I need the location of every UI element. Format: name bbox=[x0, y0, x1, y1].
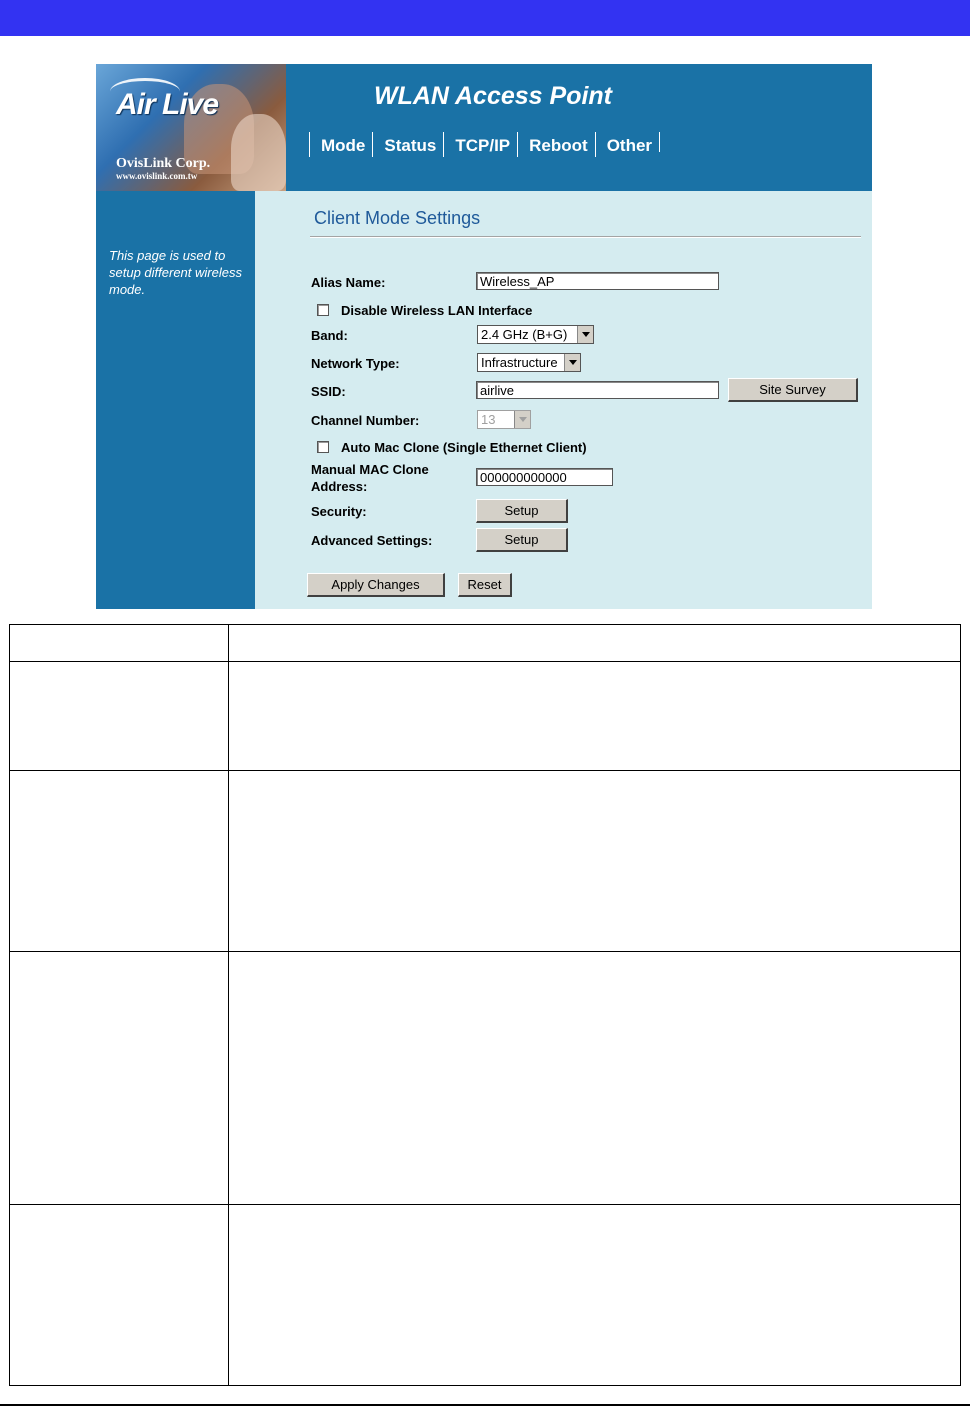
menu-mode[interactable]: Mode bbox=[309, 132, 372, 157]
table-row bbox=[10, 771, 960, 952]
site-survey-button[interactable]: Site Survey bbox=[728, 378, 858, 402]
menu-tcpip[interactable]: TCP/IP bbox=[443, 132, 517, 157]
logo-brand: Air Live bbox=[116, 88, 219, 121]
band-select[interactable] bbox=[477, 325, 594, 344]
channel-number-value: 13 bbox=[481, 412, 496, 427]
page-title: Client Mode Settings bbox=[314, 208, 481, 228]
auto-mac-clone-label: Auto Mac Clone (Single Ethernet Client) bbox=[341, 440, 587, 455]
top-color-bar bbox=[0, 0, 970, 36]
channel-number-select[interactable] bbox=[477, 410, 531, 429]
table-row bbox=[10, 625, 960, 662]
title-divider bbox=[310, 236, 861, 238]
logo-corp: OvisLink Corp. bbox=[116, 156, 211, 171]
document-table bbox=[9, 624, 961, 1386]
menu-other[interactable]: Other bbox=[595, 132, 659, 157]
reset-button[interactable]: Reset bbox=[458, 573, 512, 597]
channel-dropdown-arrow-icon[interactable] bbox=[514, 411, 530, 428]
security-setup-button[interactable]: Setup bbox=[476, 499, 568, 523]
manual-mac-input[interactable]: 000000000000 bbox=[476, 468, 613, 486]
network-type-label: Network Type: bbox=[311, 356, 400, 371]
apply-changes-button[interactable]: Apply Changes bbox=[307, 573, 445, 597]
main-menu bbox=[309, 132, 660, 158]
app-title: WLAN Access Point bbox=[374, 82, 613, 110]
alias-name-label: Alias Name: bbox=[311, 275, 386, 290]
menu-status[interactable]: Status bbox=[372, 132, 443, 157]
access-point-config-screenshot bbox=[96, 64, 872, 609]
band-dropdown-arrow-icon[interactable] bbox=[577, 326, 593, 343]
table-row bbox=[10, 1205, 960, 1385]
sidebar bbox=[96, 191, 255, 609]
airlive-logo bbox=[96, 64, 286, 191]
network-type-value: Infrastructure bbox=[481, 355, 558, 370]
disable-wlan-label: Disable Wireless LAN Interface bbox=[341, 303, 533, 318]
auto-mac-clone-checkbox[interactable] bbox=[317, 441, 329, 453]
logo-url: www.ovislink.com.tw bbox=[116, 171, 198, 181]
footer-rule bbox=[0, 1404, 970, 1406]
band-label: Band: bbox=[311, 328, 348, 343]
table-row bbox=[10, 952, 960, 1205]
sidebar-description: This page is used to setup different wireless mode. bbox=[109, 248, 242, 297]
band-value: 2.4 GHz (B+G) bbox=[481, 327, 568, 342]
header bbox=[96, 64, 872, 191]
alias-name-input[interactable]: Wireless_AP bbox=[476, 272, 719, 290]
manual-mac-label-line1: Manual MAC Clone bbox=[311, 462, 429, 477]
menu-reboot[interactable]: Reboot bbox=[517, 132, 595, 157]
channel-number-label: Channel Number: bbox=[311, 413, 420, 428]
advanced-settings-label: Advanced Settings: bbox=[311, 533, 433, 548]
network-type-dropdown-arrow-icon[interactable] bbox=[564, 354, 580, 371]
disable-wlan-checkbox[interactable] bbox=[317, 304, 329, 316]
table-row bbox=[10, 662, 960, 771]
ssid-label: SSID: bbox=[311, 384, 346, 399]
manual-mac-label-line2: Address: bbox=[311, 479, 368, 494]
security-label: Security: bbox=[311, 504, 367, 519]
advanced-setup-button[interactable]: Setup bbox=[476, 528, 568, 552]
network-type-select[interactable] bbox=[477, 353, 581, 372]
ssid-input[interactable]: airlive bbox=[476, 381, 719, 399]
